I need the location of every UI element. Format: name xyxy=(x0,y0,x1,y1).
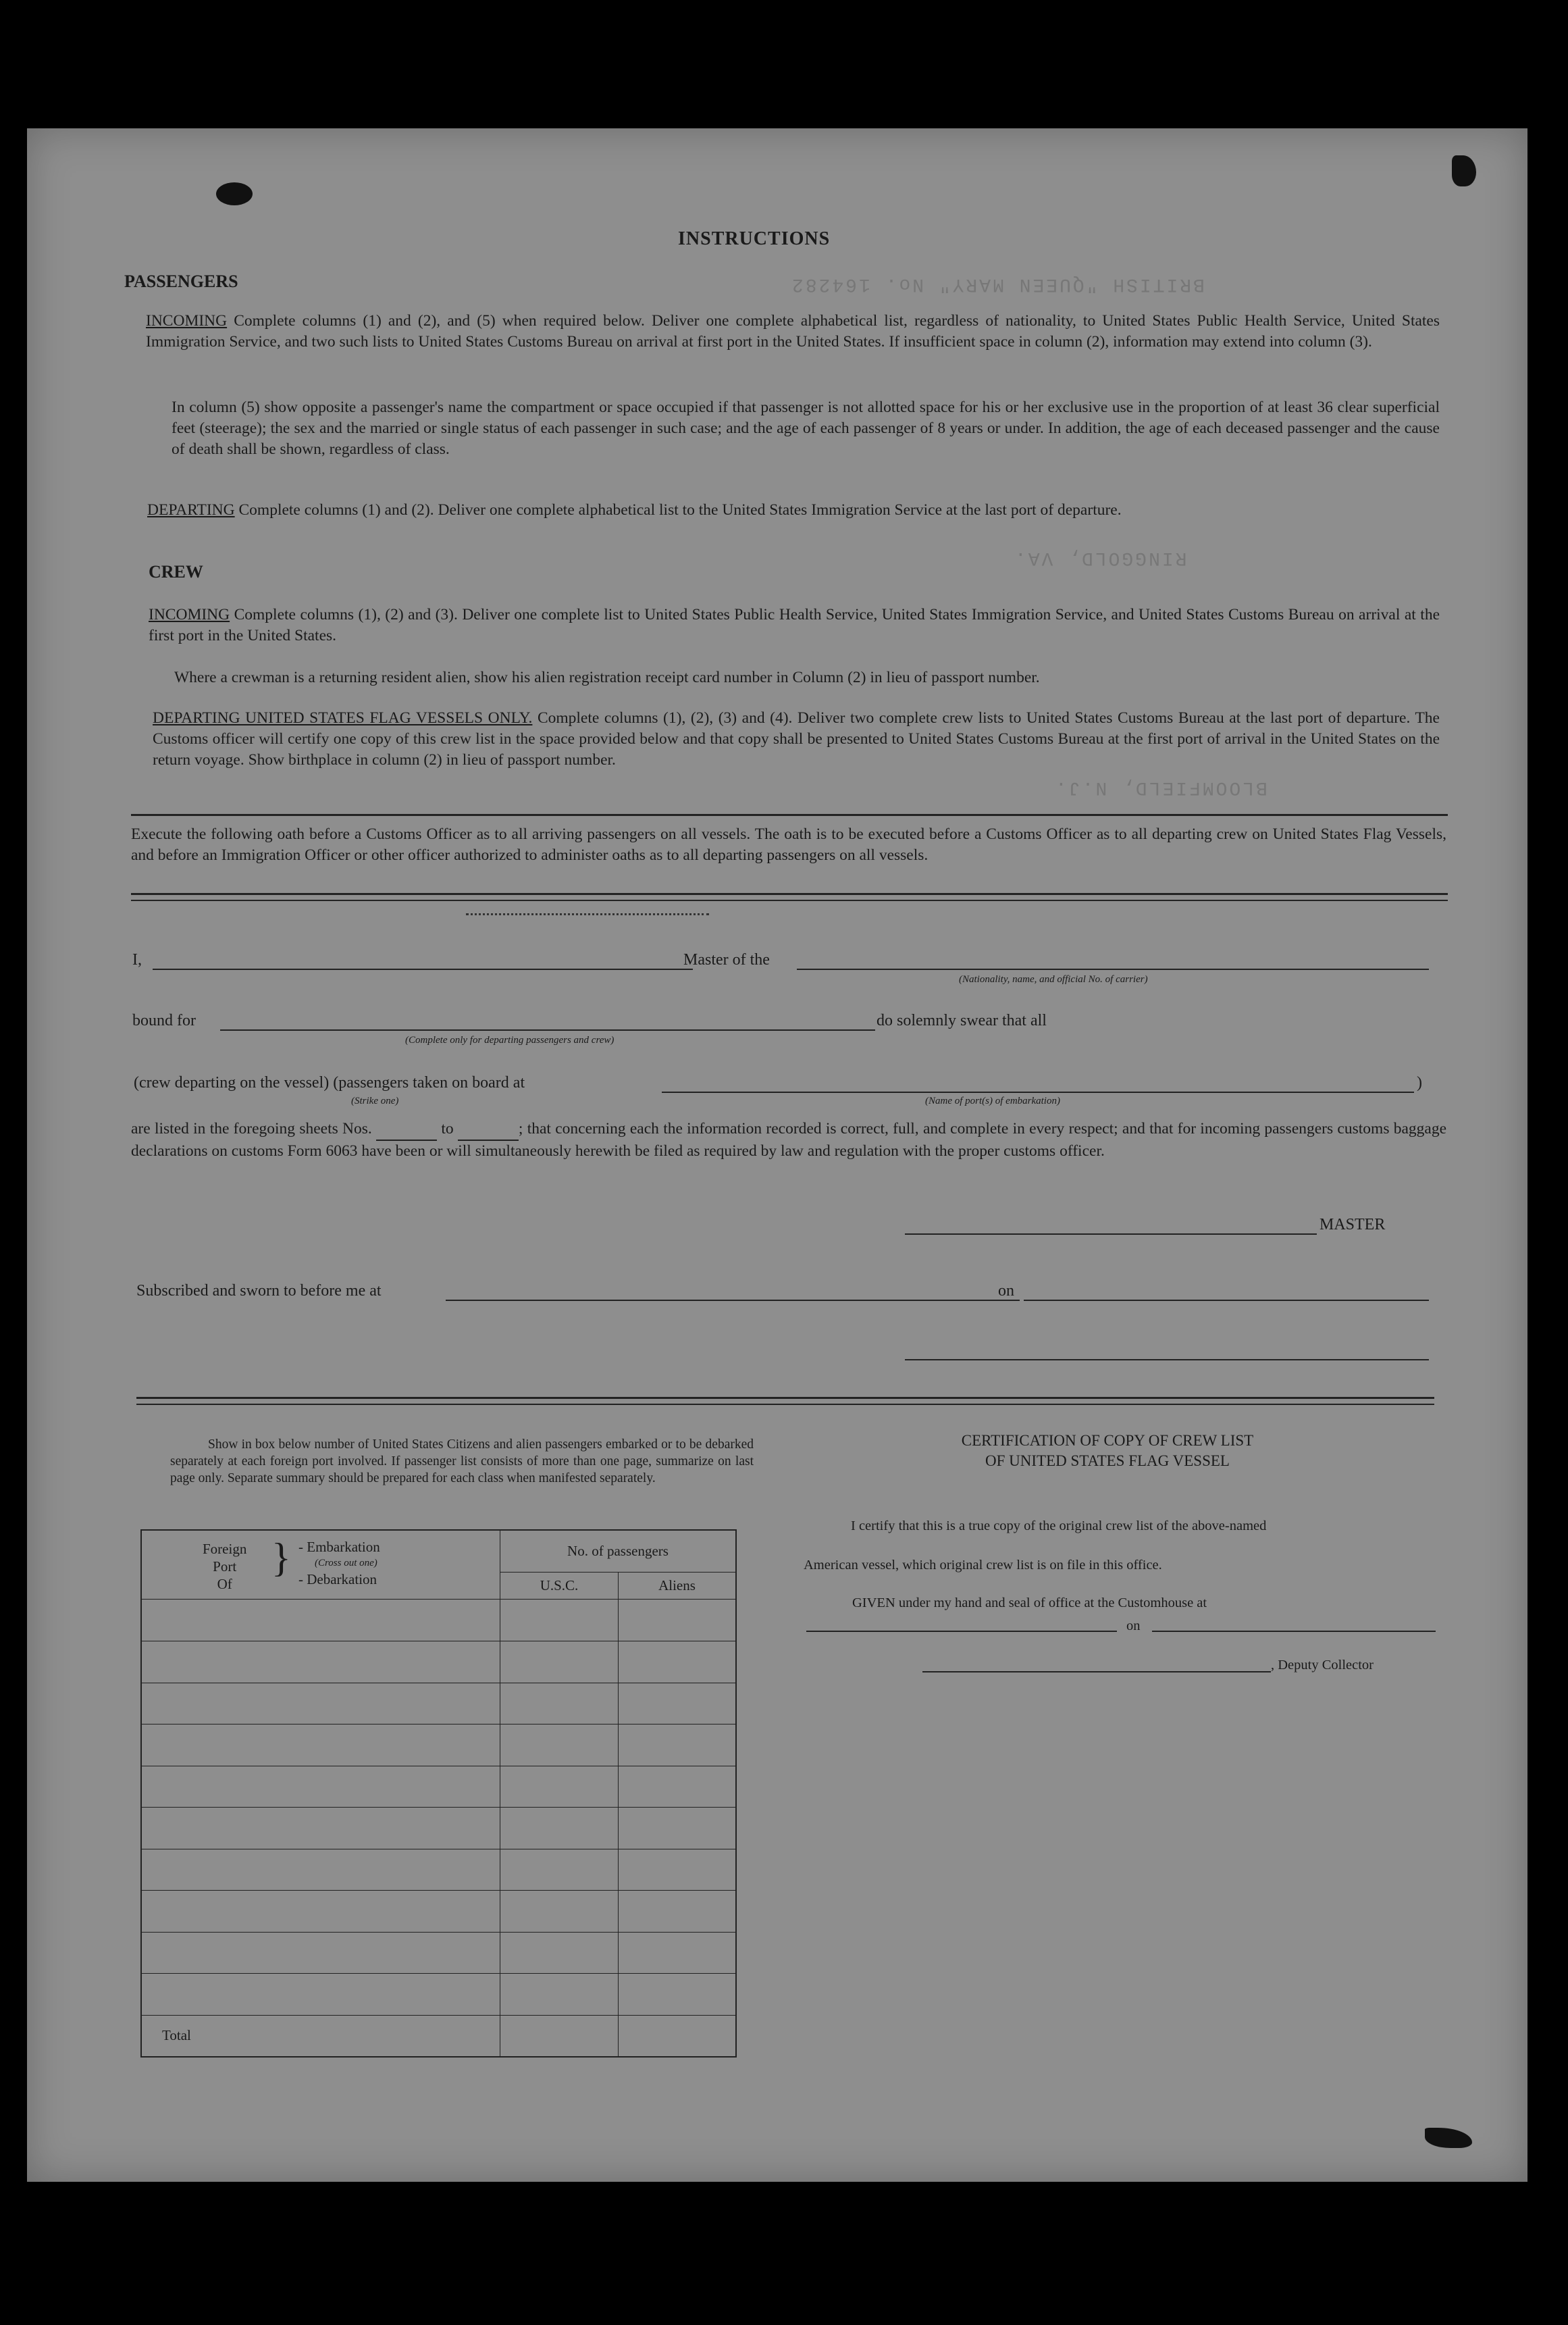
passengers-incoming-label: INCOMING xyxy=(146,312,228,330)
divider-line xyxy=(131,814,1448,816)
table-row xyxy=(141,1766,736,1808)
bleed-through-header: BRITISH "QUEEN MARY" No. 164282 xyxy=(790,274,1205,295)
port-label: Port xyxy=(213,1558,237,1575)
oath-carrier-line xyxy=(797,969,1429,970)
ink-blot-bottom xyxy=(1425,2128,1472,2148)
aliens-cell[interactable] xyxy=(619,1683,737,1724)
debarkation-label: - Debarkation xyxy=(298,1571,377,1587)
flag-vessels-paragraph xyxy=(153,708,1440,771)
usc-cell[interactable] xyxy=(500,1808,619,1849)
embarkation-label: - Embarkation xyxy=(298,1539,380,1555)
certify-line1: I certify that this is a true copy of the original crew list of the above-named xyxy=(851,1518,1267,1533)
port-cell[interactable] xyxy=(141,1891,500,1933)
total-aliens-cell[interactable] xyxy=(619,2015,737,2057)
port-cell[interactable] xyxy=(141,1724,500,1766)
usc-cell[interactable] xyxy=(500,1974,619,2016)
usc-cell[interactable] xyxy=(500,1683,619,1724)
port-cell[interactable] xyxy=(141,1974,500,2016)
lower-divider-1 xyxy=(136,1397,1434,1399)
form-sheet xyxy=(27,128,1527,2182)
port-cell[interactable] xyxy=(141,1849,500,1891)
summary-note: Show in box below number of United States Citizens and alien passengers embarked or to be debarked separately at each foreign port involved. If passenger list consists of more than one page, summarize on last page only. Separate summary should be prepared for each class when manifested separately. xyxy=(170,1437,754,1485)
carrier-caption: (Nationality, name, and official No. of carrier) xyxy=(959,974,1148,985)
oath-i-label: I, xyxy=(132,951,142,969)
aliens-cell[interactable] xyxy=(619,1849,737,1891)
aliens-cell[interactable] xyxy=(619,1891,737,1933)
dotted-separator xyxy=(466,913,709,915)
certification-title-line2: OF UNITED STATES FLAG VESSEL xyxy=(985,1452,1230,1469)
aliens-cell[interactable] xyxy=(619,1766,737,1808)
given-text: GIVEN under my hand and seal of office at the Customhouse at xyxy=(852,1595,1207,1610)
resident-alien-paragraph: Where a crewman is a returning resident alien, show his alien registration receipt card number in Column (2) in lieu of passport number. xyxy=(174,669,1040,686)
brace-glyph: } xyxy=(271,1535,291,1580)
master-label: MASTER xyxy=(1319,1216,1386,1233)
officer-signature-line xyxy=(905,1359,1429,1360)
usc-header: U.S.C. xyxy=(500,1573,619,1600)
no-passengers-header: No. of passengers xyxy=(500,1530,737,1573)
flag-vessels-label: DEPARTING UNITED STATES FLAG VESSELS ONLY. xyxy=(153,709,533,727)
column5-paragraph: In column (5) show opposite a passenger's name the compartment or space occupied if that passenger is not allotted space for his or her exclusive use in the proportion of at least 36 clear superficial feet (steerage); the sex and the married or single status of each passenger in such case; and the age of each passenger of 8 years or under. In addition, the age of each deceased passenger and the cause of death shall be shown, regardless of class. xyxy=(172,399,1440,458)
usc-cell[interactable] xyxy=(500,1600,619,1641)
certify-line2: American vessel, which original crew list is on file in this office. xyxy=(804,1558,1162,1573)
given-place-line xyxy=(806,1631,1117,1632)
swear-text: do solemnly swear that all xyxy=(877,1012,1047,1029)
table-row xyxy=(141,1808,736,1849)
table-row xyxy=(141,1724,736,1766)
aliens-cell[interactable] xyxy=(619,1974,737,2016)
listed-paragraph xyxy=(131,1119,1446,1162)
crew-incoming-label: INCOMING xyxy=(149,606,230,623)
strike-one-caption: (Strike one) xyxy=(351,1096,399,1106)
cross-out-label: (Cross out one) xyxy=(315,1558,377,1568)
foreign-label: Foreign xyxy=(203,1541,247,1557)
oath-intro: Execute the following oath before a Customs Officer as to all arriving passengers on all vessels. The oath is to be executed before a Customs Officer as to all departing crew on United States Flag Vessels, and before an Immigration Officer or other officer authorized to administer oaths as to all departing passengers on all vessels. xyxy=(131,825,1446,864)
usc-cell[interactable] xyxy=(500,1766,619,1808)
passengers-departing-paragraph xyxy=(147,500,1440,521)
oath-master-of: Master of the xyxy=(683,951,770,969)
table-row xyxy=(141,1891,736,1933)
table-row xyxy=(141,1849,736,1891)
crew-departing-text: (crew departing on the vessel) (passengers taken on board at xyxy=(134,1074,525,1092)
bleed-through-text: RINGGOLD, VA. xyxy=(1013,547,1187,568)
listed-text: are listed in the foregoing sheets Nos. xyxy=(131,1120,372,1138)
aliens-header: Aliens xyxy=(619,1573,737,1600)
embark-line xyxy=(662,1092,1414,1093)
lower-divider-2 xyxy=(136,1404,1434,1405)
of-label: Of xyxy=(217,1576,232,1592)
subscribed-text: Subscribed and sworn to before me at xyxy=(136,1282,382,1300)
table-row xyxy=(141,1641,736,1683)
passenger-summary-table xyxy=(140,1529,737,2058)
deputy-collector: , Deputy Collector xyxy=(1271,1658,1374,1672)
certification-title xyxy=(912,1431,1303,1471)
port-cell[interactable] xyxy=(141,1932,500,1974)
aliens-cell[interactable] xyxy=(619,1808,737,1849)
aliens-cell[interactable] xyxy=(619,1932,737,1974)
bound-caption: (Complete only for departing passengers and crew) xyxy=(405,1035,615,1046)
ink-blot-corner xyxy=(1452,155,1476,186)
port-cell[interactable] xyxy=(141,1808,500,1849)
subscribed-on: on xyxy=(998,1282,1014,1300)
passengers-departing-text: Complete columns (1) and (2). Deliver one complete alphabetical list to the United States Immigration Service at the last port of departure. xyxy=(238,501,1122,519)
port-cell[interactable] xyxy=(141,1766,500,1808)
usc-cell[interactable] xyxy=(500,1932,619,1974)
oath-divider-2 xyxy=(131,900,1448,901)
flag-vessels-text: Complete columns (1), (2), (3) and (4). Deliver two complete crew lists to United States Customs Bureau at the last port of departure. The Customs officer will certify one copy of this crew list in the space provided below and that copy shall be presented to United States Customs Bureau at the first port of arrival in the United States on the return voyage. Show birthplace in column (2) in lieu of passport number. xyxy=(153,709,1440,769)
sheet-to-blank xyxy=(458,1119,519,1141)
total-label: Total xyxy=(141,2015,500,2057)
crew-incoming-text: Complete columns (1), (2) and (3). Deliver one complete list to United States Public Health Service, United States Immigration Service, and United States Customs Bureau on arrival at the first port in the United States. xyxy=(149,606,1440,644)
usc-cell[interactable] xyxy=(500,1849,619,1891)
master-signature-line xyxy=(905,1233,1317,1235)
oath-name-line xyxy=(153,969,693,970)
subscribed-place-line xyxy=(446,1300,1020,1301)
table-row xyxy=(141,1683,736,1724)
aliens-cell[interactable] xyxy=(619,1641,737,1683)
aliens-cell[interactable] xyxy=(619,1600,737,1641)
total-usc-cell[interactable] xyxy=(500,2015,619,2057)
certification-title-line1: CERTIFICATION OF COPY OF CREW LIST xyxy=(961,1432,1254,1449)
port-cell[interactable] xyxy=(141,1683,500,1724)
bound-for-label: bound for xyxy=(132,1012,196,1029)
passengers-heading: PASSENGERS xyxy=(124,272,238,291)
passengers-departing-label: DEPARTING xyxy=(147,501,235,519)
close-paren: ) xyxy=(1417,1074,1422,1092)
passengers-incoming-text: Complete columns (1) and (2), and (5) when required below. Deliver one complete alphabetical list, regardless of nationality, to United States Public Health Service, United States Immigration Service, and two such lists to United States Customs Bureau on arrival at first port in the United States. If insufficient space in column (2), information may extend into column (3). xyxy=(146,312,1440,351)
foreign-port-header xyxy=(141,1530,500,1600)
table-row xyxy=(141,1600,736,1641)
given-date-line xyxy=(1152,1631,1436,1632)
crew-incoming-paragraph xyxy=(149,605,1440,646)
ink-blot xyxy=(216,182,253,205)
deputy-signature-line xyxy=(922,1671,1271,1672)
oath-divider-1 xyxy=(131,893,1448,895)
table-row xyxy=(141,1932,736,1974)
listed-rest: ; that concerning each the information recorded is correct, full, and complete in every respect; and that for incoming passengers customs baggage declarations on customs Form 6063 have been or will simultaneously herewith be filed as required by law and regulation with the proper customs officer. xyxy=(131,1120,1447,1160)
usc-cell[interactable] xyxy=(500,1641,619,1683)
instructions-title: INSTRUCTIONS xyxy=(678,228,831,249)
total-row xyxy=(141,2015,736,2057)
bleed-through-text-2: BLOOMFIELD, N.J. xyxy=(1053,777,1268,798)
passengers-incoming-paragraph xyxy=(146,311,1440,353)
listed-to: to xyxy=(441,1120,454,1138)
bound-for-line xyxy=(220,1029,875,1031)
crew-heading: CREW xyxy=(149,562,203,582)
port-cell[interactable] xyxy=(141,1600,500,1641)
certification-on: on xyxy=(1126,1618,1141,1633)
table-row xyxy=(141,1974,736,2016)
usc-cell[interactable] xyxy=(500,1724,619,1766)
port-cell[interactable] xyxy=(141,1641,500,1683)
aliens-cell[interactable] xyxy=(619,1724,737,1766)
sheet-from-blank xyxy=(376,1119,437,1141)
embark-caption: (Name of port(s) of embarkation) xyxy=(925,1096,1060,1106)
usc-cell[interactable] xyxy=(500,1891,619,1933)
subscribed-date-line xyxy=(1024,1300,1429,1301)
